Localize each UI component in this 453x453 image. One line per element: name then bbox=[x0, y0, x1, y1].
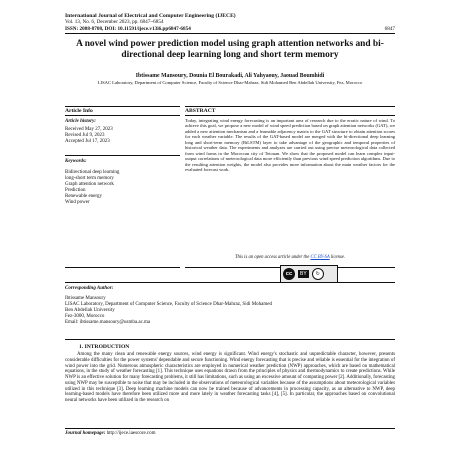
corresponding-line: Ben Abdellah University bbox=[65, 308, 115, 313]
by-icon: BY bbox=[300, 271, 307, 277]
keyword-item: Wind power bbox=[65, 200, 90, 205]
history-item: Accepted Jul 17, 2023 bbox=[65, 139, 110, 144]
license-suffix: license. bbox=[330, 255, 346, 260]
article-info-box bbox=[65, 106, 180, 268]
corresponding-author bbox=[65, 282, 395, 340]
article-history bbox=[65, 119, 180, 145]
introduction-text: Among the many clean and renewable energy sources, wind energy is significant. Wind energy's stochastic and unpredictable character, however, presents considerable difficulties for the power systems' dependable and secure functioning. Wind energy forecasting that is precise and reliable is essential for the integration of wind power into the grid. Numerous atmospheric characteristics are employed in numerical weather prediction (NWP) approaches, which are based on mathematical equations, in the study of weather forecasting [1]. This technique uses equations drawn from the principles of physics and thermodynamics to create predictions. While NWP is an effective solution for many forecasting problems, it still has limitations, such as using an excessive amount of computing power [2]. Additionally, forecasting using NWP may be susceptible to noise that may be included in the observations of meteorological variables because of the assumptions about meteorological variables utilized in this technique [3]. Deep learning machine models can now be trained because of advancements in processing capacity, as an alternative to NWP, deep learning-based models have therefore been utilized more and more lately in weather forecasting tasks [4], [5]. In particular, the approaches based on convolutional neural networks have been utilized in the research on bbox=[65, 352, 396, 403]
license-prefix: This is an open access article under the bbox=[234, 255, 310, 260]
corresponding-email[interactable]: Email: ibtissame.mansoury@usmba.ac.ma bbox=[65, 320, 151, 325]
journal-issn: ISSN: 2088-8708, DOI: 10.11591/ijece.v13i6.pp6847-6854 bbox=[65, 25, 191, 32]
keyword-item: Bidirectional deep learning bbox=[65, 170, 120, 175]
keywords-label: Keywords: bbox=[65, 159, 87, 164]
keywords-section bbox=[65, 155, 180, 206]
keyword-item: Graph attention network bbox=[65, 182, 114, 187]
keyword-item: long-short term memory bbox=[65, 176, 114, 181]
cc-icon: cc bbox=[283, 268, 295, 280]
footer-label: Journal homepage: bbox=[65, 431, 106, 436]
cc-license-badge[interactable] bbox=[280, 265, 338, 283]
keywords-list bbox=[65, 170, 180, 206]
corresponding-line: LISAC Laboratory, Department of Computer Science, Faculty of Science Dhar-Mahraz, Sidi Mohamed bbox=[65, 302, 273, 307]
header-rule bbox=[65, 33, 395, 34]
keyword-item: Prediction bbox=[65, 188, 86, 193]
article-info-heading: Article Info bbox=[65, 107, 180, 116]
history-list bbox=[65, 127, 180, 145]
keyword-item: Renewable energy bbox=[65, 194, 102, 199]
corresponding-label: Corresponding Author: bbox=[65, 286, 114, 291]
introduction-heading: 1. INTRODUCTION bbox=[79, 344, 130, 350]
abstract-text: Today, integrating wind energy forecasting is an important area of research due to the erratic nature of wind. To achieve this goal, we propose a new model of wind speed prediction based on graph attention networks (GAT), we added a new attention mechanism and a learnable adjacency matrix to the GAT structure to obtain attention scores for each weather variable. The results of the GAT-based model are merged with the bi-directional deep learning long and short-term memory (BiLSTM) layer to take advantage of the geographic and temporal properties of historical weather data. The experiments and analyzes are carried out using precise meteorological data collected from wind farms in the Moroccan city of Tetouan. We show that the proposed model can learn complex input-output correlations of meteorological data more efficiently than previous wind speed prediction algorithms. Due to the resulting attention weights, the model also provides more information about the main weather factors for the evaluated forecast work. bbox=[185, 118, 395, 173]
paper-title: A novel wind power prediction model using graph attention networks and bi-directional deep learning long and short term memory bbox=[76, 39, 384, 60]
paper-affiliation: LISAC Laboratory, Department of Computer Science, Faculty of Science Dhar-Mahraz, Sidi Mohamed Ben Abdellah University, Fez, Morocco bbox=[97, 80, 363, 85]
license-link[interactable]: CC BY-SA bbox=[310, 255, 330, 260]
history-item: Received May 27, 2023 bbox=[65, 127, 113, 132]
history-item: Revised Jul 9, 2023 bbox=[65, 133, 105, 138]
paper-authors: Ibtissame Mansoury, Dounia El Bourakadi, Ali Yahyaouy, Jaouad Boumhidi bbox=[135, 73, 325, 79]
journal-header bbox=[65, 13, 395, 32]
abstract-box bbox=[185, 106, 395, 268]
license-line bbox=[185, 255, 395, 260]
corresponding-details bbox=[65, 296, 395, 326]
corresponding-line: Fez-3000, Morocco bbox=[65, 314, 105, 319]
article-history-label: Article history: bbox=[65, 119, 96, 124]
journal-volume: Vol. 13, No. 6, December 2023, pp. 6847~6854 bbox=[65, 19, 164, 26]
share-alike-icon: ↻ bbox=[312, 268, 324, 280]
abstract-heading: ABSTRACT bbox=[185, 107, 395, 116]
page-footer bbox=[65, 428, 395, 436]
corresponding-line: Ibtissame Mansoury bbox=[65, 296, 106, 301]
journal-name: International Journal of Electrical and Computer Engineering (IJECE) bbox=[65, 13, 236, 19]
header-page-number: 6847 bbox=[384, 25, 395, 32]
journal-homepage-link[interactable]: http://ijece.iaescore.com bbox=[106, 431, 156, 436]
